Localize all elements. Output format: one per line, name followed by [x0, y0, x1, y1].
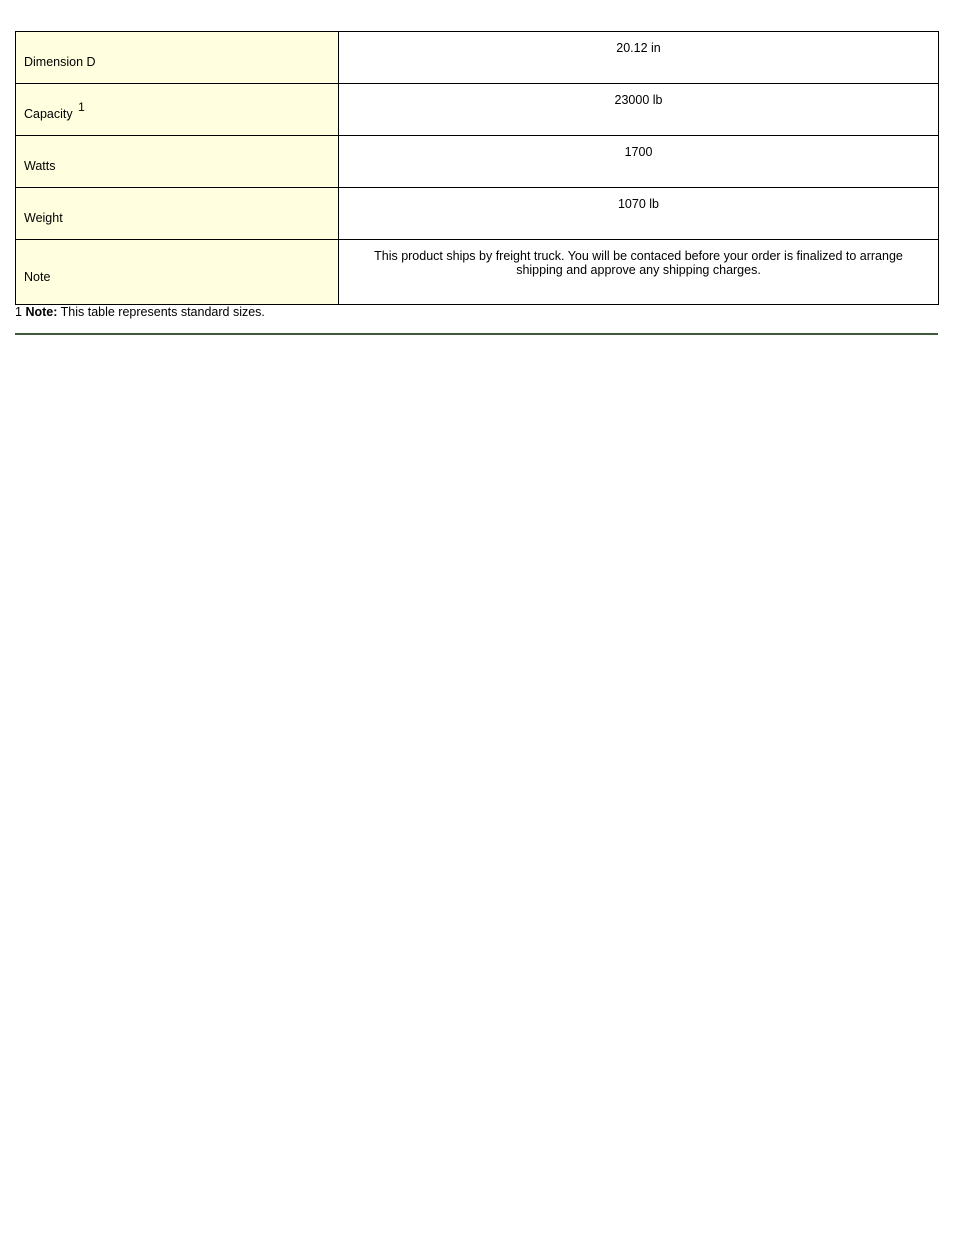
row-value: This product ships by freight truck. You will be contaced before your order is finalized to arrange shipping and approve any shipping charges. [374, 249, 903, 277]
row-label: Dimension D [24, 55, 96, 69]
row-label: Watts [24, 159, 56, 173]
row-label: Capacity [24, 107, 73, 121]
row-value-cell [339, 240, 939, 305]
footnote-number: 1 [15, 305, 22, 319]
footnote-reference: 1 [78, 100, 85, 115]
row-value-cell [339, 136, 939, 188]
row-label: Weight [24, 211, 63, 225]
table-row [16, 84, 939, 136]
page [0, 0, 939, 335]
spec-table [15, 31, 939, 305]
row-label-cell [16, 84, 339, 136]
footnote-text: This table represents standard sizes. [60, 305, 265, 319]
footnote [15, 306, 939, 319]
table-row [16, 136, 939, 188]
row-value-cell [339, 32, 939, 84]
row-value-cell [339, 84, 939, 136]
row-label: Note [24, 269, 51, 284]
table-row [16, 188, 939, 240]
row-label-cell [16, 136, 339, 188]
table-row [16, 240, 939, 305]
row-value-cell [339, 188, 939, 240]
row-value: 23000 lb [614, 93, 663, 107]
row-value: 1700 [624, 145, 653, 159]
row-label-cell [16, 188, 339, 240]
row-label-cell [16, 32, 339, 84]
row-label-cell [16, 240, 339, 305]
row-value: 1070 lb [617, 197, 659, 211]
row-value: 20.12 in [616, 41, 661, 55]
footnote-label: Note: [25, 305, 58, 319]
table-row [16, 32, 939, 84]
horizontal-rule [15, 333, 938, 335]
